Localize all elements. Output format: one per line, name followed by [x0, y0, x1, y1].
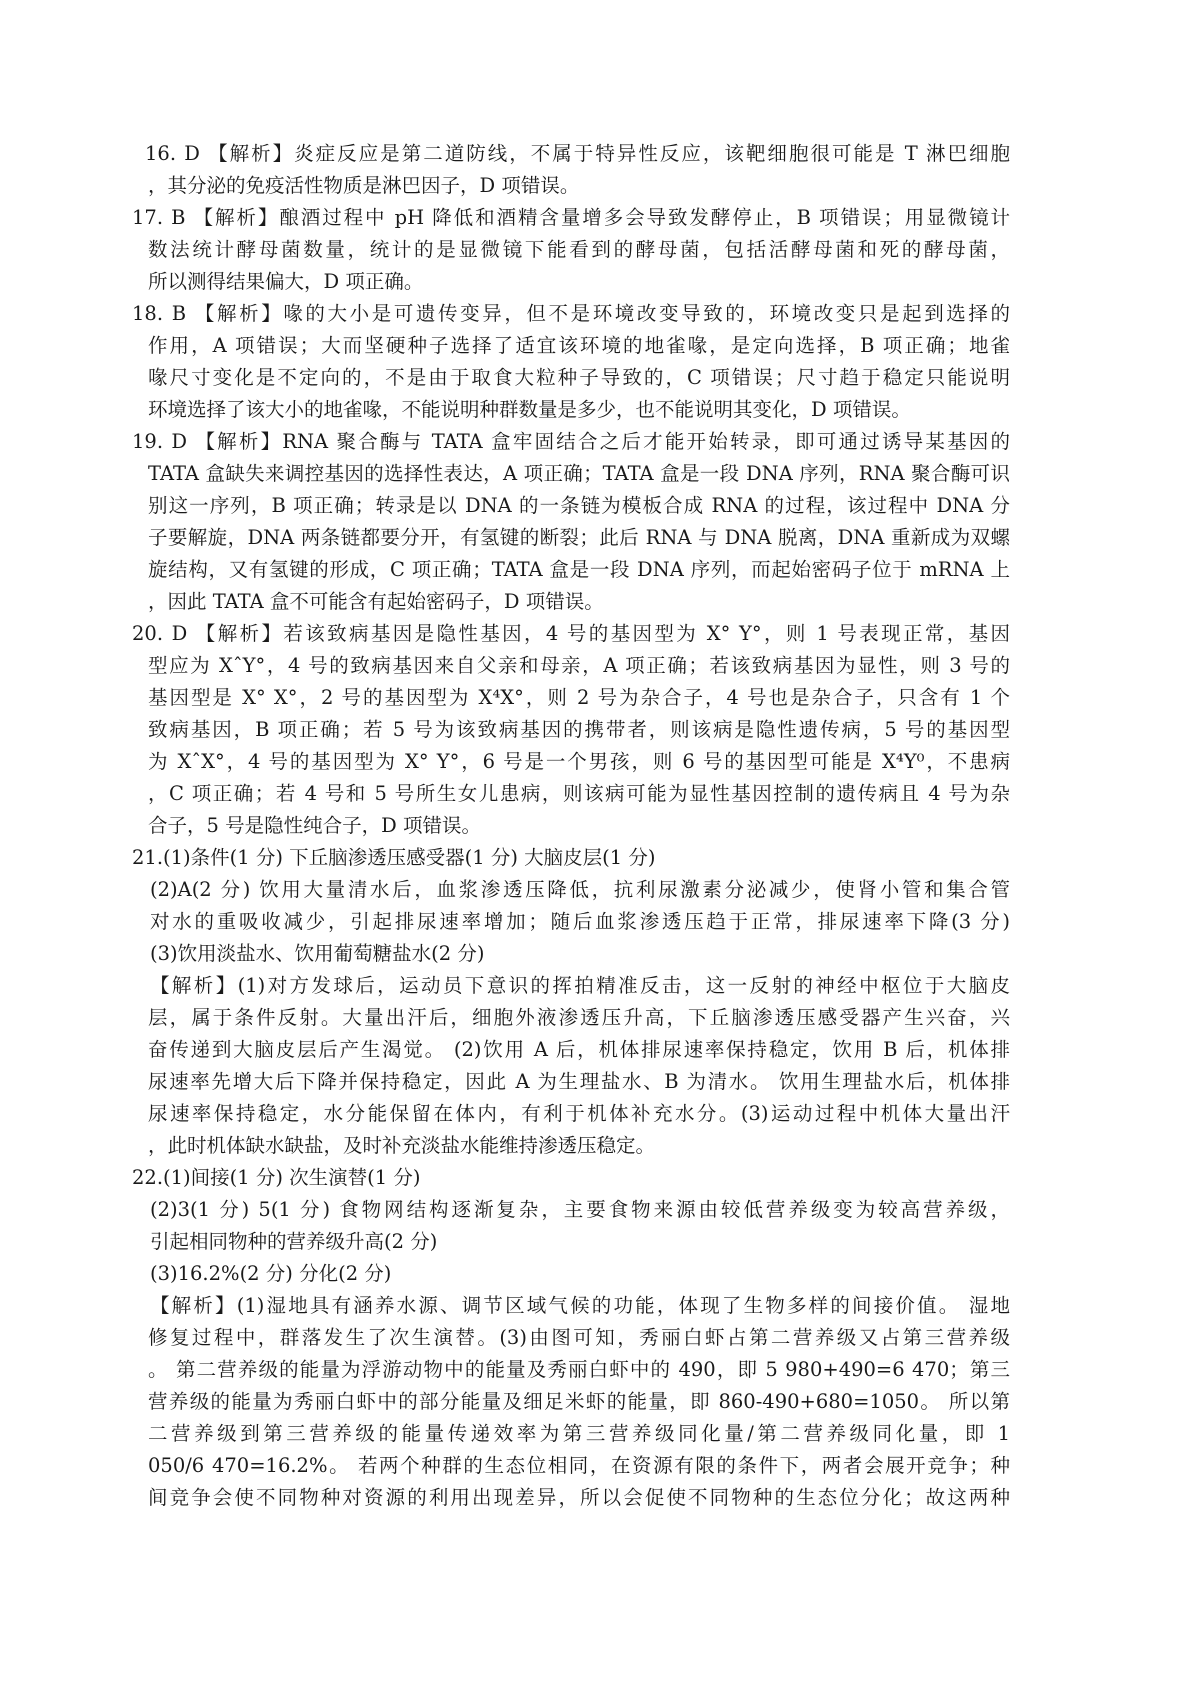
text-line [0, 1450, 1200, 1482]
text-line-content: (2)A(2 分) 饮用大量清水后，血浆渗透压降低，抗利尿激素分泌减少，使肾小管和集合管 [150, 878, 1010, 901]
text-line-content: 数法统计酵母菌数量，统计的是显微镜下能看到的酵母菌，包括活酵母菌和死的酵母菌， [148, 238, 1010, 261]
text-line-content: 合子，5 号是隐性纯合子，D 项错误。 [148, 814, 481, 837]
text-line-content: 作用，A 项错误；大而坚硬种子选择了适宜该环境的地雀喙，是定向选择，B 项正确；地雀 [148, 334, 1010, 357]
text-line [0, 298, 1200, 330]
text-line-content: 尿速率保持稳定，水分能保留在体内，有利于机体补充水分。(3)运动过程中机体大量出汗 [148, 1102, 1010, 1125]
text-line-content: ，此时机体缺水缺盐，及时补充淡盐水能维持渗透压稳定。 [148, 1134, 656, 1157]
text-line-content: 17. B 【解析】酿酒过程中 pH 降低和酒精含量增多会导致发酵停止，B 项错误；用显微镜计 [132, 206, 1010, 229]
text-line [0, 1258, 1200, 1290]
text-line-content: 对水的重吸收减少，引起排尿速率增加；随后血浆渗透压趋于正常，排尿速率下降(3 分) [150, 910, 1010, 933]
text-line [0, 1194, 1200, 1226]
text-line-content: 【解析】(1)湿地具有涵养水源、调节区域气候的功能，体现了生物多样的间接价值。 湿地 [150, 1294, 1010, 1317]
text-line-content: 子要解旋，DNA 两条链都要分开，有氢键的断裂；此后 RNA 与 DNA 脱离，DNA 重新成为双螺 [148, 526, 1010, 549]
text-line [0, 650, 1200, 682]
text-line-content: 层，属于条件反射。大量出汗后，细胞外液渗透压升高，下丘脑渗透压感受器产生兴奋，兴 [148, 1006, 1010, 1029]
text-line-content: 所以测得结果偏大，D 项正确。 [148, 270, 424, 293]
text-line-content: 引起相同物种的营养级升高(2 分) [150, 1230, 438, 1253]
text-line-content: 为 XˆX°，4 号的基因型为 X° Y°，6 号是一个男孩，则 6 号的基因型可能是 X⁴Y⁰，不患病 [148, 750, 1010, 773]
text-line [0, 234, 1200, 266]
text-line-content: (3)16.2%(2 分) 分化(2 分) [150, 1262, 392, 1285]
text-line [0, 330, 1200, 362]
text-line-content: 18. B 【解析】喙的大小是可遗传变异，但不是环境改变导致的，环境改变只是起到选择的 [132, 302, 1010, 325]
text-line [0, 394, 1200, 426]
text-line [0, 906, 1200, 938]
text-line-content: TATA 盒缺失来调控基因的选择性表达，A 项正确；TATA 盒是一段 DNA 序列，RNA 聚合酶可识 [148, 462, 1010, 485]
text-line [0, 458, 1200, 490]
text-line [0, 1162, 1200, 1194]
text-line [0, 1418, 1200, 1450]
text-line [0, 1322, 1200, 1354]
text-line-content: 喙尺寸变化是不定向的，不是由于取食大粒种子导致的，C 项错误；尺寸趋于稳定只能说明 [148, 366, 1010, 389]
text-line-content: 050/6 470=16.2%。 若两个种群的生态位相同，在资源有限的条件下，两者会展开竞争；种 [148, 1454, 1010, 1477]
text-line [0, 842, 1200, 874]
text-line [0, 682, 1200, 714]
answer-document [0, 138, 1200, 1514]
text-line [0, 714, 1200, 746]
text-line-content: 。 第二营养级的能量为浮游动物中的能量及秀丽白虾中的 490，即 5 980+490=6 470；第三 [148, 1358, 1010, 1381]
text-line-content: 19. D 【解析】RNA 聚合酶与 TATA 盒牢固结合之后才能开始转录，即可通过诱导某基因的 [132, 430, 1010, 453]
text-line [0, 874, 1200, 906]
text-line [0, 1386, 1200, 1418]
text-line-content: ，因此 TATA 盒不可能含有起始密码子，D 项错误。 [148, 590, 604, 613]
text-line-content: 尿速率先增大后下降并保持稳定，因此 A 为生理盐水、B 为清水。 饮用生理盐水后，机体排 [148, 1070, 1010, 1093]
text-line-content: 间竞争会使不同物种对资源的利用出现差异，所以会促使不同物种的生态位分化；故这两种 [148, 1486, 1010, 1509]
text-line-content: 21.(1)条件(1 分) 下丘脑渗透压感受器(1 分) 大脑皮层(1 分) [132, 846, 656, 869]
text-line-content: 型应为 XˆY°，4 号的致病基因来自父亲和母亲，A 项正确；若该致病基因为显性，则 3 号的 [148, 654, 1010, 677]
text-line [0, 426, 1200, 458]
text-line-content: 营养级的能量为秀丽白虾中的部分能量及细足米虾的能量，即 860-490+680=1050。 所以第 [148, 1390, 1010, 1413]
text-line [0, 586, 1200, 618]
text-line [0, 266, 1200, 298]
text-line-content: (3)饮用淡盐水、饮用葡萄糖盐水(2 分) [150, 942, 485, 965]
text-line-content: ，其分泌的免疫活性物质是淋巴因子，D 项错误。 [148, 174, 580, 197]
text-line-content: 环境选择了该大小的地雀喙，不能说明种群数量是多少，也不能说明其变化，D 项错误。 [148, 398, 911, 421]
text-line [0, 1066, 1200, 1098]
text-line-content: 22.(1)间接(1 分) 次生演替(1 分) [132, 1166, 421, 1189]
text-line [0, 1034, 1200, 1066]
text-line [0, 1290, 1200, 1322]
text-line [0, 362, 1200, 394]
text-line-content: 奋传递到大脑皮层后产生渴觉。 (2)饮用 A 后，机体排尿速率保持稳定，饮用 B 后，机体排 [148, 1038, 1010, 1061]
text-line [0, 202, 1200, 234]
text-line [0, 778, 1200, 810]
text-line [0, 1002, 1200, 1034]
text-line [0, 170, 1200, 202]
text-line-content: 致病基因，B 项正确；若 5 号为该致病基因的携带者，则该病是隐性遗传病，5 号的基因型 [148, 718, 1010, 741]
text-line [0, 490, 1200, 522]
text-line-content: 16. D 【解析】炎症反应是第二道防线，不属于特异性反应，该靶细胞很可能是 T 淋巴细胞 [145, 142, 1010, 165]
text-line-content: ，C 项正确；若 4 号和 5 号所生女儿患病，则该病可能为显性基因控制的遗传病且 4 号为杂 [148, 782, 1010, 805]
text-line-content: 旋结构，又有氢键的形成，C 项正确；TATA 盒是一段 DNA 序列，而起始密码子位于 mRNA 上 [148, 558, 1010, 581]
text-line [0, 1130, 1200, 1162]
text-line-content: 别这一序列，B 项正确；转录是以 DNA 的一条链为模板合成 RNA 的过程，该过程中 DNA 分 [148, 494, 1010, 517]
text-line-content: 修复过程中，群落发生了次生演替。(3)由图可知，秀丽白虾占第二营养级又占第三营养级 [148, 1326, 1010, 1349]
text-line [0, 810, 1200, 842]
text-line [0, 938, 1200, 970]
text-line-content: (2)3(1 分) 5(1 分) 食物网结构逐渐复杂，主要食物来源由较低营养级变为较高营养级， [150, 1198, 1010, 1221]
text-line [0, 618, 1200, 650]
text-line [0, 1482, 1200, 1514]
text-line [0, 1354, 1200, 1386]
text-line-content: 20. D 【解析】若该致病基因是隐性基因，4 号的基因型为 X° Y°，则 1 号表现正常，基因 [132, 622, 1010, 645]
text-line-content: 二营养级到第三营养级的能量传递效率为第三营养级同化量/第二营养级同化量，即 1 [148, 1422, 1010, 1445]
text-line [0, 1098, 1200, 1130]
text-line [0, 1226, 1200, 1258]
text-line-content: 基因型是 X° X°，2 号的基因型为 X⁴X°，则 2 号为杂合子，4 号也是杂合子，只含有 1 个 [148, 686, 1010, 709]
text-line [0, 746, 1200, 778]
text-line [0, 554, 1200, 586]
text-line-content: 【解析】(1)对方发球后，运动员下意识的挥拍精准反击，这一反射的神经中枢位于大脑皮 [150, 974, 1010, 997]
text-line [0, 138, 1200, 170]
text-line [0, 522, 1200, 554]
text-line [0, 970, 1200, 1002]
